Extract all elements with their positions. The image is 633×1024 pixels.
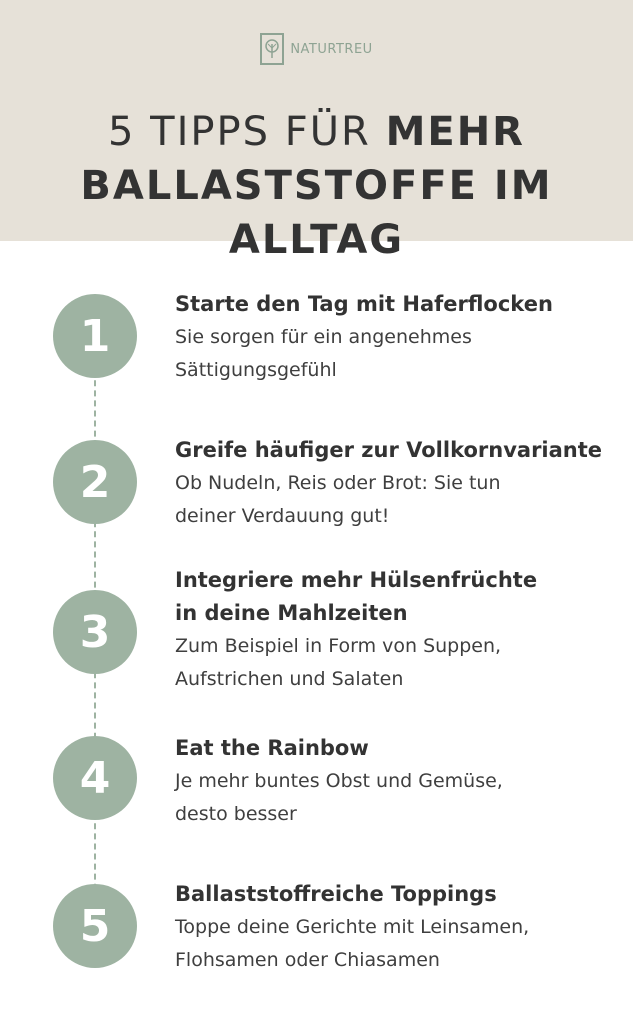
title-line1-light: 5 TIPPS FÜR	[108, 109, 371, 155]
step-4	[0, 732, 633, 852]
step-5	[0, 878, 633, 998]
tree-icon	[260, 33, 284, 65]
step-desc-line1: Ob Nudeln, Reis oder Brot: Sie tun	[175, 472, 501, 494]
step-desc-line2: Sättigungsgefühl	[175, 359, 337, 381]
title-line2: BALLASTSTOFFE IM ALLTAG	[80, 163, 553, 263]
page-title	[0, 105, 633, 267]
step-desc-line2: desto besser	[175, 803, 297, 825]
step-desc-line2: Aufstrichen und Salaten	[175, 668, 404, 690]
step-3	[0, 564, 633, 690]
step-text	[175, 732, 619, 831]
step-number-badge: 1	[53, 294, 137, 378]
step-number-badge: 2	[53, 440, 137, 524]
step-text	[175, 288, 619, 387]
step-text	[175, 878, 619, 977]
brand-name: NATURTREU	[290, 41, 373, 57]
step-title-line2: in deine Mahlzeiten	[175, 601, 408, 625]
step-number-badge: 3	[53, 590, 137, 674]
step-desc-line2: Flohsamen oder Chiasamen	[175, 949, 440, 971]
step-2	[0, 434, 633, 554]
step-title: Ballaststoffreiche Toppings	[175, 882, 497, 906]
step-title: Eat the Rainbow	[175, 736, 369, 760]
step-title: Starte den Tag mit Haferflocken	[175, 292, 553, 316]
brand	[0, 33, 633, 65]
step-desc-line1: Je mehr buntes Obst und Gemüse,	[175, 770, 503, 792]
step-1	[0, 288, 633, 408]
step-title-line1: Integriere mehr Hülsenfrüchte	[175, 568, 538, 592]
step-text	[175, 564, 619, 696]
title-line1-bold: MEHR	[385, 109, 525, 155]
step-number-badge: 5	[53, 884, 137, 968]
header-banner	[0, 0, 633, 263]
step-desc-line2: deiner Verdauung gut!	[175, 505, 390, 527]
step-title: Greife häufiger zur Vollkornvariante	[175, 438, 603, 462]
step-desc-line1: Zum Beispiel in Form von Suppen,	[175, 635, 502, 657]
step-desc-line1: Sie sorgen für ein angenehmes	[175, 326, 472, 348]
step-text	[175, 434, 619, 533]
step-desc-line1: Toppe deine Gerichte mit Leinsamen,	[175, 916, 530, 938]
step-number-badge: 4	[53, 736, 137, 820]
